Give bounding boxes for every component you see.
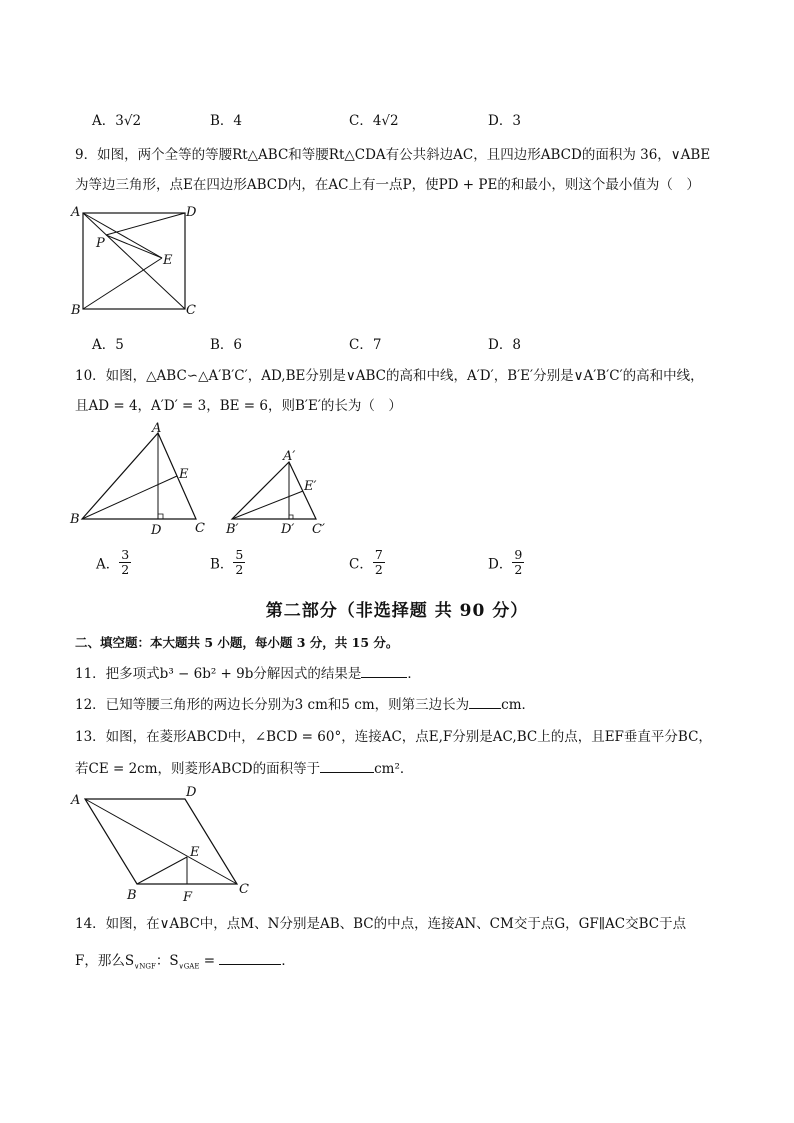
q10-label-c2: C′ xyxy=(312,522,325,537)
q10-option-b xyxy=(210,548,245,577)
q14-ratio-sep: ：S xyxy=(155,953,179,969)
q8-option-c xyxy=(349,109,399,129)
q8-option-c-prefix: C． xyxy=(349,113,373,129)
q10-option-c-numerator: 7 xyxy=(374,547,383,562)
q12-text xyxy=(75,695,535,714)
q14-answer-blank[interactable] xyxy=(219,951,281,965)
q13-label-c: C xyxy=(239,882,249,897)
q10-label-e2: E′ xyxy=(304,479,317,494)
q9-label-e: E xyxy=(163,253,173,268)
q9-label-p: P xyxy=(96,236,105,251)
q10-label-a2: A′ xyxy=(283,449,296,464)
q13-label-e: E xyxy=(190,845,200,860)
q10-option-b-prefix: B． xyxy=(210,556,234,573)
q9-segment-be xyxy=(83,258,162,309)
part2-heading: 第二部分（非选择题 共 90 分） xyxy=(265,601,529,621)
q9-figure-square xyxy=(65,200,215,325)
q10-label-b2: B′ xyxy=(226,522,239,537)
q12-answer-blank[interactable] xyxy=(469,695,501,709)
q9-option-a: A．5 xyxy=(92,337,124,353)
q10-option-b-denominator: 2 xyxy=(235,562,244,577)
q8-option-b: B．4 xyxy=(210,113,243,129)
q13-answer-blank[interactable] xyxy=(320,759,374,773)
q12-question: 12．已知等腰三角形的两边长分别为3 cm和5 cm，则第三边长为 xyxy=(75,697,470,713)
q14-subscript-2: ∨GAE xyxy=(178,962,200,971)
q13-question: 若CE = 2cm，则菱形ABCD的面积等于 xyxy=(75,761,321,777)
q11-end: ． xyxy=(407,666,421,682)
q10-option-a-numerator: 3 xyxy=(121,547,130,562)
q10-option-c-prefix: C． xyxy=(349,556,373,573)
q10-option-d-numerator: 9 xyxy=(514,547,523,562)
q13-label-f: F xyxy=(183,890,193,905)
q9-text-line1: 9．如图，两个全等的等腰Rt△ABC和等腰Rt△CDA有公共斜边AC，且四边形ABCD的面积为 36，∨ABE xyxy=(75,147,711,163)
q8-option-a xyxy=(92,109,141,129)
q9-segment-pd xyxy=(106,213,185,235)
q9-segment-ae xyxy=(83,213,162,258)
q10-option-d-denominator: 2 xyxy=(514,562,523,577)
q11-answer-blank[interactable] xyxy=(361,664,407,678)
q10-right-angle-mark xyxy=(158,514,163,519)
q14-text-line2 xyxy=(75,951,295,976)
q14-subscript-1: ∨NGF xyxy=(134,962,156,971)
q8-option-a-value: 3√2 xyxy=(115,113,142,129)
q13-label-d: D xyxy=(186,785,197,800)
q8-option-d: D．3 xyxy=(488,113,521,129)
q10-label-b: B xyxy=(70,512,80,527)
q10-figure-triangle-a2b2c2 xyxy=(220,440,340,540)
q13-segment-be xyxy=(137,857,187,884)
q9-option-d: D．8 xyxy=(488,337,521,353)
q10-option-a-denominator: 2 xyxy=(121,562,130,577)
q12-end: cm． xyxy=(501,697,536,713)
q10-option-c xyxy=(349,548,385,577)
q10-option-c-fraction xyxy=(373,548,385,577)
q9-label-c: C xyxy=(186,303,196,318)
section-title-fill-in: 二、填空题：本大题共 5 小题，每小题 3 分，共 15 分。 xyxy=(75,635,399,650)
q8-option-c-value: 4√2 xyxy=(372,113,399,129)
q9-label-d: D xyxy=(186,205,197,220)
q9-label-a: A xyxy=(71,205,81,220)
q10-figure-triangle-abc xyxy=(65,420,220,540)
q10-option-a-prefix: A． xyxy=(96,556,120,573)
q11-text xyxy=(75,664,421,683)
q9-label-b: B xyxy=(71,303,81,318)
q10-label-c: C xyxy=(195,521,205,536)
q10-option-c-denominator: 2 xyxy=(374,562,383,577)
q13-figure-rhombus xyxy=(65,780,265,908)
q9-text-line2: 为等边三角形，点E在四边形ABCD内，在AC上有一点P，使PD + PE的和最小，则这个最小值为（ ） xyxy=(75,177,700,193)
q10-median-be xyxy=(82,476,177,519)
q13-end: cm²． xyxy=(374,761,414,777)
q13-label-a: A xyxy=(71,793,81,808)
q10-option-b-fraction xyxy=(233,548,245,577)
q9-option-c: C．7 xyxy=(349,337,382,353)
q9-option-b: B．6 xyxy=(210,337,243,353)
q13-text-line1: 13．如图，在菱形ABCD中，∠BCD = 60°，连接AC，点E,F分别是AC,BC上的点，且EF垂直平分BC， xyxy=(75,729,712,745)
q14-end: ． xyxy=(281,953,295,969)
q9-segment-pe xyxy=(106,235,162,258)
q13-label-b: B xyxy=(127,888,137,903)
q10-option-d xyxy=(488,548,524,577)
q10-label-d: D xyxy=(151,523,162,538)
q13-text-line2 xyxy=(75,759,413,778)
q10-label-e: E xyxy=(179,467,189,482)
q10-text-line1: 10．如图，△ABC∽△A′B′C′，AD,BE分别是∨ABC的高和中线，A′D′，B′E′分别是∨A′B′C′的高和中线， xyxy=(75,368,704,384)
q8-option-a-prefix: A． xyxy=(92,113,116,129)
q14-equals: = xyxy=(199,953,220,969)
q10-text-line2: 且AD = 4，A′D′ = 3，BE = 6，则B′E′的长为（ ） xyxy=(75,398,402,414)
q14-question-start: F，那么S xyxy=(75,953,135,969)
q11-question: 11．把多项式b³ − 6b² + 9b分解因式的结果是 xyxy=(75,666,362,682)
q10-option-a-fraction xyxy=(119,548,131,577)
q10-option-b-numerator: 5 xyxy=(235,547,244,562)
q14-text-line1: 14．如图，在∨ABC中，点M、N分别是AB、BC的中点，连接AN、CM交于点G，GF∥AC交BC于点 xyxy=(75,916,687,932)
q10-option-a xyxy=(96,548,131,577)
q10-label-a: A xyxy=(152,421,162,436)
q10-label-d2: D′ xyxy=(281,522,295,537)
q10-option-d-fraction xyxy=(512,548,524,577)
q10-option-d-prefix: D． xyxy=(488,556,513,573)
